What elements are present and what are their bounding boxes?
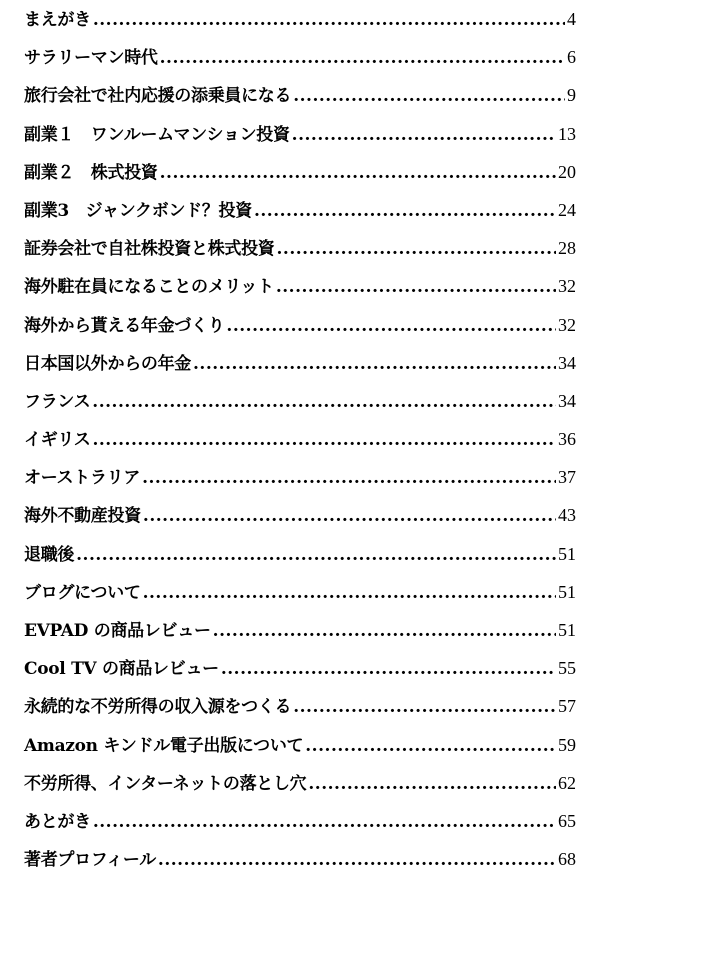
toc-entry-title: まえがき (24, 10, 91, 30)
dot-leader (92, 383, 556, 421)
dot-leader (221, 650, 556, 688)
dot-leader (92, 421, 556, 459)
dot-leader (76, 536, 556, 574)
dot-leader (293, 688, 556, 726)
dot-leader (142, 459, 556, 497)
toc-entry-page: 34 (558, 390, 576, 411)
toc-entry-page: 9 (567, 85, 576, 106)
toc-entry-page: 55 (558, 658, 576, 679)
dot-leader (305, 727, 556, 765)
toc-entry-title: イギリス (24, 430, 91, 451)
toc-entry-title: オーストラリア (24, 468, 141, 489)
toc-entry-securities-company[interactable] (24, 229, 576, 267)
dot-leader (93, 1, 565, 39)
dot-leader (226, 307, 556, 345)
toc-entry-page: 32 (558, 276, 576, 297)
toc-entry-title: あとがき (24, 811, 91, 832)
toc-entry-passive-income[interactable] (24, 687, 576, 725)
dot-leader (160, 154, 556, 192)
dot-leader (213, 612, 556, 650)
toc-entry-page: 6 (567, 47, 576, 68)
toc-entry-page: 13 (558, 123, 576, 144)
toc-entry-title: 海外駐在員になることのメリット (24, 277, 274, 298)
toc-entry-maegaki[interactable] (24, 0, 576, 38)
toc-entry-page: 68 (558, 849, 576, 870)
toc-entry-title: Cool TV の商品レビュー (24, 659, 219, 680)
toc-entry-title: 副業3 ジャンクボンド？投資 (24, 200, 252, 221)
dot-leader (193, 345, 556, 383)
toc-entry-title: 日本国以外からの年金 (24, 353, 191, 374)
toc-entry-page: 36 (558, 429, 576, 450)
toc-entry-after-retirement[interactable] (24, 535, 576, 573)
toc-entry-page: 51 (558, 620, 576, 640)
toc-entry-tour-conductor[interactable] (24, 76, 576, 114)
toc-entry-foreign-pension[interactable] (24, 344, 576, 382)
toc-entry-title: 海外不動産投資 (24, 506, 141, 527)
toc-entry-title: 副業２ 株式投資 (24, 162, 158, 183)
toc-entry-page: 37 (558, 467, 576, 488)
toc-entry-france[interactable] (24, 382, 576, 420)
toc-entry-side-job-3[interactable] (24, 191, 576, 229)
toc-entry-uk[interactable] (24, 420, 576, 458)
toc-entry-page: 65 (558, 810, 576, 831)
dot-leader (308, 765, 556, 803)
toc-entry-title: 証券会社で自社株投資と株式投資 (24, 239, 275, 260)
toc-entry-internet-pitfalls[interactable] (24, 764, 576, 802)
toc-entry-overseas-real-estate[interactable] (24, 496, 576, 534)
toc-entry-salaryman[interactable] (24, 38, 576, 76)
toc-entry-author-profile[interactable] (24, 840, 576, 878)
table-of-contents (24, 0, 576, 878)
toc-entry-australia[interactable] (24, 458, 576, 496)
toc-entry-side-job-2[interactable] (24, 153, 576, 191)
toc-entry-title: 副業１ ワンルームマンション投資 (24, 124, 290, 145)
toc-entry-page: 51 (558, 581, 576, 602)
dot-leader (293, 77, 565, 115)
toc-entry-page: 62 (558, 772, 576, 793)
toc-entry-side-job-1[interactable] (24, 115, 576, 153)
toc-entry-title: 不労所得、インターネットの落とし穴 (24, 773, 307, 794)
toc-entry-title: EVPAD の商品レビュー (24, 621, 211, 641)
dot-leader (93, 803, 556, 841)
toc-entry-page: 59 (558, 734, 576, 755)
toc-entry-page: 57 (558, 696, 576, 717)
toc-entry-page: 43 (558, 505, 576, 526)
toc-entry-title: ブログについて (24, 582, 141, 603)
dot-leader (292, 116, 556, 154)
dot-leader (160, 39, 565, 77)
dot-leader (277, 230, 557, 268)
dot-leader (158, 841, 556, 879)
toc-entry-atogaki[interactable] (24, 802, 576, 840)
dot-leader (276, 268, 556, 306)
toc-entry-overseas-expat[interactable] (24, 267, 576, 305)
toc-entry-page: 32 (558, 314, 576, 335)
toc-entry-blog[interactable] (24, 573, 576, 611)
toc-entry-title: 永続的な不労所得の収入源をつくる (24, 697, 292, 718)
toc-entry-overseas-pension[interactable] (24, 306, 576, 344)
toc-entry-page: 4 (567, 9, 576, 29)
toc-entry-page: 24 (558, 199, 576, 220)
toc-entry-page: 28 (558, 238, 576, 259)
toc-entry-page: 20 (558, 161, 576, 182)
toc-entry-kindle-publishing[interactable] (24, 726, 576, 764)
toc-entry-title: 旅行会社で社内応援の添乗員になる (24, 86, 292, 107)
toc-entry-title: 退職後 (24, 544, 75, 565)
toc-entry-title: 著者プロフィール (24, 850, 156, 871)
toc-entry-title: サラリーマン時代 (24, 48, 158, 69)
toc-entry-evpad-review[interactable] (24, 611, 576, 649)
dot-leader (143, 574, 556, 612)
toc-entry-cool-tv-review[interactable] (24, 649, 576, 687)
toc-entry-title: フランス (24, 391, 91, 412)
toc-entry-title: 海外から貰える年金づくり (24, 315, 225, 336)
dot-leader (254, 192, 556, 230)
toc-entry-page: 51 (558, 543, 576, 564)
dot-leader (143, 497, 556, 535)
toc-entry-title: Amazon キンドル電子出版について (24, 735, 304, 756)
toc-entry-page: 34 (558, 352, 576, 373)
